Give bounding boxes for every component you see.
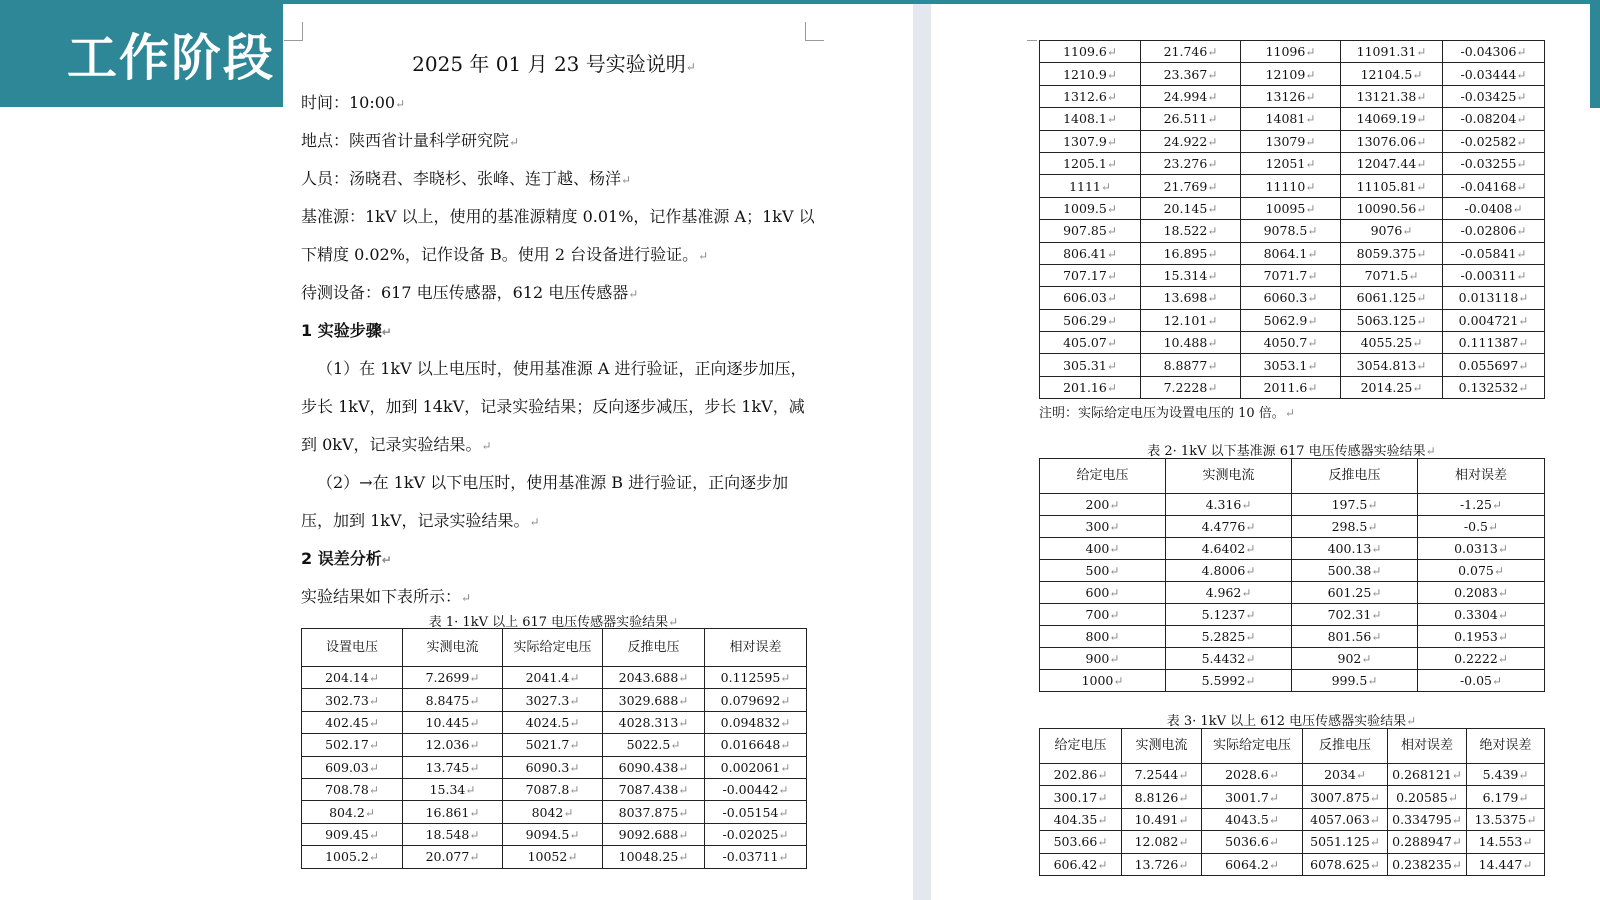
table3-header: 绝对误差 — [1467, 729, 1545, 764]
table-row — [302, 734, 807, 756]
table-row — [1040, 376, 1545, 398]
table-cell: 5.2825↵ — [1166, 626, 1292, 648]
table1-header: 相对误差 — [705, 629, 807, 667]
table-cell: 11110↵ — [1241, 175, 1341, 197]
table-cell: 1210.9↵ — [1040, 63, 1141, 85]
doc-line-personnel: 人员：汤晓君、李晓杉、张峰、连丁越、杨洋↵ — [301, 169, 632, 188]
table-cell: 8.8126↵ — [1122, 786, 1202, 808]
doc-line-reference-cont: 下精度 0.02%，记作设备 B。使用 2 台设备进行验证。↵ — [301, 245, 709, 264]
table-cell: 1111↵ — [1040, 175, 1141, 197]
table-cell: 26.511↵ — [1141, 108, 1241, 130]
table-row — [302, 778, 807, 800]
table-cell: 10.488↵ — [1141, 332, 1241, 354]
table-cell: 6090.438↵ — [603, 756, 705, 778]
table-cell: 9094.5↵ — [503, 823, 603, 845]
section-heading-steps: 1 实验步骤↵ — [301, 321, 392, 340]
table-row — [1040, 287, 1545, 309]
table-cell: 600↵ — [1040, 582, 1166, 604]
table-cell: 708.78↵ — [302, 778, 403, 800]
table1-header: 设置电压 — [302, 629, 403, 667]
table-cell: 4050.7↵ — [1241, 332, 1341, 354]
table-cell: 4.6402↵ — [1166, 538, 1292, 560]
table-row — [1040, 648, 1545, 670]
table-cell: 6064.2↵ — [1202, 853, 1303, 875]
table-cell: 1000↵ — [1040, 670, 1166, 692]
table-cell: 5051.125↵ — [1303, 831, 1388, 853]
table-cell: 400.13↵ — [1292, 538, 1418, 560]
table-cell: 0.002061↵ — [705, 756, 807, 778]
table-cell: 201.16↵ — [1040, 376, 1141, 398]
table-row — [302, 711, 807, 733]
table-cell: 5.5992↵ — [1166, 670, 1292, 692]
table-cell: 20.145↵ — [1141, 197, 1241, 219]
table-cell: 12051↵ — [1241, 152, 1341, 174]
table-cell: 302.73↵ — [302, 689, 403, 711]
table1-header: 实测电流 — [403, 629, 503, 667]
table-cell: 13121.38↵ — [1341, 85, 1443, 107]
table-cell: 8059.375↵ — [1341, 242, 1443, 264]
corner-mark — [1027, 22, 1037, 41]
table-row — [1040, 670, 1545, 692]
table-cell: 806.41↵ — [1040, 242, 1141, 264]
table-cell: 5062.9↵ — [1241, 309, 1341, 331]
table-row — [1040, 604, 1545, 626]
table-cell: 24.994↵ — [1141, 85, 1241, 107]
table-row — [302, 756, 807, 778]
table-cell: 909.45↵ — [302, 823, 403, 845]
doc-line-time: 时间：10:00↵ — [301, 93, 406, 112]
table-cell: 4.962↵ — [1166, 582, 1292, 604]
table2-header: 实测电流 — [1166, 459, 1292, 494]
table3-header: 反推电压 — [1303, 729, 1388, 764]
table-row — [1040, 242, 1545, 264]
right-accent-bar — [1590, 0, 1600, 108]
document-page-1 — [284, 4, 913, 900]
table2-header: 给定电压 — [1040, 459, 1166, 494]
table-row — [1040, 309, 1545, 331]
table-cell: 0.004721↵ — [1443, 309, 1545, 331]
table-cell: 0.20585↵ — [1388, 786, 1467, 808]
table-cell: 907.85↵ — [1040, 220, 1141, 242]
table-cell: 804.2↵ — [302, 801, 403, 823]
table-cell: 8042↵ — [503, 801, 603, 823]
doc-line-reference: 基准源：1kV 以上，使用的基准源精度 0.01%，记作基准源 A；1kV 以 — [301, 207, 815, 226]
table-cell: 0.055697↵ — [1443, 354, 1545, 376]
step-line: 步长 1kV，加到 14kV，记录实验结果；反向逐步减压，步长 1kV，减 — [301, 397, 805, 416]
table2-caption: 表 2· 1kV 以下基准源 617 电压传感器实验结果↵ — [1147, 444, 1436, 459]
table-row — [302, 667, 807, 689]
table-cell: -0.00311↵ — [1443, 264, 1545, 286]
table-cell: 500.38↵ — [1292, 560, 1418, 582]
table2 — [1039, 458, 1545, 692]
table-cell: 700↵ — [1040, 604, 1166, 626]
results-intro: 实验结果如下表所示：↵ — [301, 587, 472, 606]
table2-header: 反推电压 — [1292, 459, 1418, 494]
table-cell: 14.553↵ — [1467, 831, 1545, 853]
table-cell: 4055.25↵ — [1341, 332, 1443, 354]
table-cell: 18.548↵ — [403, 823, 503, 845]
table-row — [1040, 626, 1545, 648]
table-cell: 601.25↵ — [1292, 582, 1418, 604]
table-row — [1040, 197, 1545, 219]
table-cell: 400↵ — [1040, 538, 1166, 560]
section-heading-errors: 2 误差分析↵ — [301, 549, 392, 568]
table-cell: -0.02806↵ — [1443, 220, 1545, 242]
table-row — [1040, 538, 1545, 560]
table-cell: 300↵ — [1040, 516, 1166, 538]
table-cell: 702.31↵ — [1292, 604, 1418, 626]
table-row — [1040, 130, 1545, 152]
table2-header: 相对误差 — [1418, 459, 1545, 494]
table-cell: 11105.81↵ — [1341, 175, 1443, 197]
table-cell: 3053.1↵ — [1241, 354, 1341, 376]
table-cell: 3007.875↵ — [1303, 786, 1388, 808]
table-cell: 305.31↵ — [1040, 354, 1141, 376]
table-cell: -0.03444↵ — [1443, 63, 1545, 85]
table-cell: 0.334795↵ — [1388, 808, 1467, 830]
table-cell: 2028.6↵ — [1202, 764, 1303, 786]
table-cell: 1109.6↵ — [1040, 41, 1141, 63]
table-cell: 902↵ — [1292, 648, 1418, 670]
table-cell: 0.075↵ — [1418, 560, 1545, 582]
table-cell: 20.077↵ — [403, 846, 503, 868]
table-cell: 0.268121↵ — [1388, 764, 1467, 786]
table-cell: 298.5↵ — [1292, 516, 1418, 538]
table-cell: 2011.6↵ — [1241, 376, 1341, 398]
table1-header: 反推电压 — [603, 629, 705, 667]
table-row — [1040, 808, 1545, 830]
table-cell: 12047.44↵ — [1341, 152, 1443, 174]
table-row — [1040, 264, 1545, 286]
table-cell: 5.4432↵ — [1166, 648, 1292, 670]
table-cell: 5.439↵ — [1467, 764, 1545, 786]
table-cell: 0.2083↵ — [1418, 582, 1545, 604]
table-cell: 13.698↵ — [1141, 287, 1241, 309]
table-cell: 606.42↵ — [1040, 853, 1122, 875]
table-cell: 24.922↵ — [1141, 130, 1241, 152]
table-cell: 13126↵ — [1241, 85, 1341, 107]
table-cell: 7071.5↵ — [1341, 264, 1443, 286]
table-cell: 14069.19↵ — [1341, 108, 1443, 130]
table-cell: 10095↵ — [1241, 197, 1341, 219]
table-row — [1040, 764, 1545, 786]
table3-header: 给定电压 — [1040, 729, 1122, 764]
table3-header: 实际给定电压 — [1202, 729, 1303, 764]
corner-mark — [284, 22, 303, 41]
table1-note: 注明：实际给定电压为设置电压的 10 倍。↵ — [1039, 406, 1295, 421]
table-cell: 13.5375↵ — [1467, 808, 1545, 830]
table-cell: 402.45↵ — [302, 711, 403, 733]
table-cell: 3027.3↵ — [503, 689, 603, 711]
table-cell: 12.082↵ — [1122, 831, 1202, 853]
table-cell: 300.17↵ — [1040, 786, 1122, 808]
table-row — [1040, 108, 1545, 130]
table-cell: 0.3304↵ — [1418, 604, 1545, 626]
table-cell: -0.00442↵ — [705, 778, 807, 800]
table-cell: 7.2228↵ — [1141, 376, 1241, 398]
table2-header-row — [1040, 459, 1545, 494]
table-cell: 7087.438↵ — [603, 778, 705, 800]
table-cell: 10.445↵ — [403, 711, 503, 733]
table-cell: 4057.063↵ — [1303, 808, 1388, 830]
table-cell: 506.29↵ — [1040, 309, 1141, 331]
table-cell: 3054.813↵ — [1341, 354, 1443, 376]
table-cell: -0.02025↵ — [705, 823, 807, 845]
step-line: 压，加到 1kV，记录实验结果。↵ — [301, 511, 540, 530]
table-cell: 13079↵ — [1241, 130, 1341, 152]
table-cell: 6060.3↵ — [1241, 287, 1341, 309]
table-cell: 8.8877↵ — [1141, 354, 1241, 376]
table-row — [1040, 220, 1545, 242]
table1-header: 实际给定电压 — [503, 629, 603, 667]
table-cell: 12.101↵ — [1141, 309, 1241, 331]
table-row — [302, 846, 807, 868]
table-cell: 0.094832↵ — [705, 711, 807, 733]
table-cell: 204.14↵ — [302, 667, 403, 689]
step-line: （2）→在 1kV 以下电压时，使用基准源 B 进行验证，正向逐步加 — [317, 473, 789, 492]
table-cell: 1009.5↵ — [1040, 197, 1141, 219]
table-row — [1040, 354, 1545, 376]
table-cell: 16.895↵ — [1141, 242, 1241, 264]
stage-banner — [0, 0, 283, 107]
table-cell: -0.04168↵ — [1443, 175, 1545, 197]
table-cell: 6061.125↵ — [1341, 287, 1443, 309]
table-cell: 0.132532↵ — [1443, 376, 1545, 398]
table-cell: 7071.7↵ — [1241, 264, 1341, 286]
table-row — [302, 823, 807, 845]
table-cell: 5.1237↵ — [1166, 604, 1292, 626]
table-cell: 2034↵ — [1303, 764, 1388, 786]
table-cell: -0.03711↵ — [705, 846, 807, 868]
table-row — [1040, 831, 1545, 853]
table3-header-row — [1040, 729, 1545, 764]
table-cell: 10048.25↵ — [603, 846, 705, 868]
table-cell: 405.07↵ — [1040, 332, 1141, 354]
table-cell: 12.036↵ — [403, 734, 503, 756]
table-cell: 8037.875↵ — [603, 801, 705, 823]
table-cell: 9078.5↵ — [1241, 220, 1341, 242]
table-cell: 1408.1↵ — [1040, 108, 1141, 130]
table-cell: 7087.8↵ — [503, 778, 603, 800]
table-cell: 6090.3↵ — [503, 756, 603, 778]
table-cell: 8064.1↵ — [1241, 242, 1341, 264]
table-cell: -0.02582↵ — [1443, 130, 1545, 152]
table-cell: 800↵ — [1040, 626, 1166, 648]
table-cell: -0.05841↵ — [1443, 242, 1545, 264]
table-cell: 23.367↵ — [1141, 63, 1241, 85]
table-row — [1040, 853, 1545, 875]
table-cell: 12109↵ — [1241, 63, 1341, 85]
table-cell: 23.276↵ — [1141, 152, 1241, 174]
doc-line-devices: 待测设备：617 电压传感器，612 电压传感器↵ — [301, 283, 639, 302]
table-cell: 14081↵ — [1241, 108, 1341, 130]
table-cell: -0.03255↵ — [1443, 152, 1545, 174]
table3-caption: 表 3· 1kV 以上 612 电压传感器实验结果↵ — [1166, 714, 1417, 729]
table-row — [1040, 582, 1545, 604]
table-cell: 13.745↵ — [403, 756, 503, 778]
document-title: 2025 年 01 月 23 号实验说明↵ — [412, 52, 696, 76]
table-cell: 2041.4↵ — [503, 667, 603, 689]
table-cell: 9092.688↵ — [603, 823, 705, 845]
table-cell: 4.4776↵ — [1166, 516, 1292, 538]
table-cell: 4.316↵ — [1166, 494, 1292, 516]
table-cell: 0.079692↵ — [705, 689, 807, 711]
table-cell: 5022.5↵ — [603, 734, 705, 756]
page-gutter — [913, 4, 931, 900]
table-cell: 18.522↵ — [1141, 220, 1241, 242]
table-row — [1040, 516, 1545, 538]
table-row — [1040, 786, 1545, 808]
table-cell: 6.179↵ — [1467, 786, 1545, 808]
table-cell: 4024.5↵ — [503, 711, 603, 733]
table-cell: 13.726↵ — [1122, 853, 1202, 875]
table-cell: 1205.1↵ — [1040, 152, 1141, 174]
table-cell: 0.2222↵ — [1418, 648, 1545, 670]
table-cell: 21.769↵ — [1141, 175, 1241, 197]
table-cell: 10052↵ — [503, 846, 603, 868]
table-cell: 1005.2↵ — [302, 846, 403, 868]
table-row — [1040, 560, 1545, 582]
table-cell: 0.013118↵ — [1443, 287, 1545, 309]
stage-banner-title: 工作阶段 — [67, 28, 275, 87]
table-cell: 999.5↵ — [1292, 670, 1418, 692]
table-cell: 503.66↵ — [1040, 831, 1122, 853]
table-cell: 14.447↵ — [1467, 853, 1545, 875]
table-cell: -0.05↵ — [1418, 670, 1545, 692]
table1-caption: 表 1· 1kV 以上 617 电压传感器实验结果↵ — [428, 615, 679, 630]
table-cell: 11096↵ — [1241, 41, 1341, 63]
table-cell: 2043.688↵ — [603, 667, 705, 689]
table3-header: 相对误差 — [1388, 729, 1467, 764]
table-cell: 0.112595↵ — [705, 667, 807, 689]
table-cell: 11091.31↵ — [1341, 41, 1443, 63]
table-row — [302, 801, 807, 823]
table-cell: 2014.25↵ — [1341, 376, 1443, 398]
table3-header: 实测电流 — [1122, 729, 1202, 764]
table-row — [1040, 175, 1545, 197]
table-cell: 16.861↵ — [403, 801, 503, 823]
table-row — [1040, 63, 1545, 85]
table-cell: 197.5↵ — [1292, 494, 1418, 516]
table-cell: 502.17↵ — [302, 734, 403, 756]
table-cell: 900↵ — [1040, 648, 1166, 670]
table-cell: 0.111387↵ — [1443, 332, 1545, 354]
table-cell: 5063.125↵ — [1341, 309, 1443, 331]
doc-line-location: 地点：陕西省计量科学研究院↵ — [301, 131, 520, 150]
table1-header-row — [302, 629, 807, 667]
table-cell: 6078.625↵ — [1303, 853, 1388, 875]
table-cell: 1307.9↵ — [1040, 130, 1141, 152]
table-row — [1040, 494, 1545, 516]
table-cell: 801.56↵ — [1292, 626, 1418, 648]
table-cell: 10.491↵ — [1122, 808, 1202, 830]
table-cell: -0.04306↵ — [1443, 41, 1545, 63]
table-cell: 0.1953↵ — [1418, 626, 1545, 648]
table-cell: 8.8475↵ — [403, 689, 503, 711]
table3 — [1039, 728, 1545, 876]
table-row — [1040, 332, 1545, 354]
document-page-2 — [931, 4, 1561, 900]
table-row — [302, 689, 807, 711]
table-row — [1040, 41, 1545, 63]
table-cell: 5036.6↵ — [1202, 831, 1303, 853]
table-cell: -0.03425↵ — [1443, 85, 1545, 107]
table-cell: 15.314↵ — [1141, 264, 1241, 286]
table-cell: 10090.56↵ — [1341, 197, 1443, 219]
table1-continued — [1039, 40, 1545, 399]
table-cell: 500↵ — [1040, 560, 1166, 582]
table-cell: 5021.7↵ — [503, 734, 603, 756]
table-cell: 404.35↵ — [1040, 808, 1122, 830]
table-cell: 7.2544↵ — [1122, 764, 1202, 786]
table-cell: 200↵ — [1040, 494, 1166, 516]
table-cell: 9076↵ — [1341, 220, 1443, 242]
table-cell: 0.238235↵ — [1388, 853, 1467, 875]
table-row — [1040, 85, 1545, 107]
table-cell: 4.8006↵ — [1166, 560, 1292, 582]
table-cell: 0.016648↵ — [705, 734, 807, 756]
table-cell: 609.03↵ — [302, 756, 403, 778]
table1 — [301, 628, 807, 869]
table-cell: 13076.06↵ — [1341, 130, 1443, 152]
table-row — [1040, 152, 1545, 174]
table-cell: -1.25↵ — [1418, 494, 1545, 516]
step-line: （1）在 1kV 以上电压时，使用基准源 A 进行验证，正向逐步加压， — [317, 359, 807, 378]
table-cell: 12104.5↵ — [1341, 63, 1443, 85]
table-cell: -0.0408↵ — [1443, 197, 1545, 219]
table-cell: 202.86↵ — [1040, 764, 1122, 786]
corner-mark — [805, 22, 824, 41]
table-cell: -0.5↵ — [1418, 516, 1545, 538]
table-cell: 21.746↵ — [1141, 41, 1241, 63]
table-cell: 3029.688↵ — [603, 689, 705, 711]
table-cell: -0.05154↵ — [705, 801, 807, 823]
table-cell: 707.17↵ — [1040, 264, 1141, 286]
table-cell: 606.03↵ — [1040, 287, 1141, 309]
step-line: 到 0kV，记录实验结果。↵ — [301, 435, 492, 454]
table-cell: 0.288947↵ — [1388, 831, 1467, 853]
table-cell: 0.0313↵ — [1418, 538, 1545, 560]
table-cell: 3001.7↵ — [1202, 786, 1303, 808]
table-cell: 1312.6↵ — [1040, 85, 1141, 107]
table-cell: 4028.313↵ — [603, 711, 705, 733]
table-cell: 15.34↵ — [403, 778, 503, 800]
table-cell: 4043.5↵ — [1202, 808, 1303, 830]
table-cell: 7.2699↵ — [403, 667, 503, 689]
table-cell: -0.08204↵ — [1443, 108, 1545, 130]
